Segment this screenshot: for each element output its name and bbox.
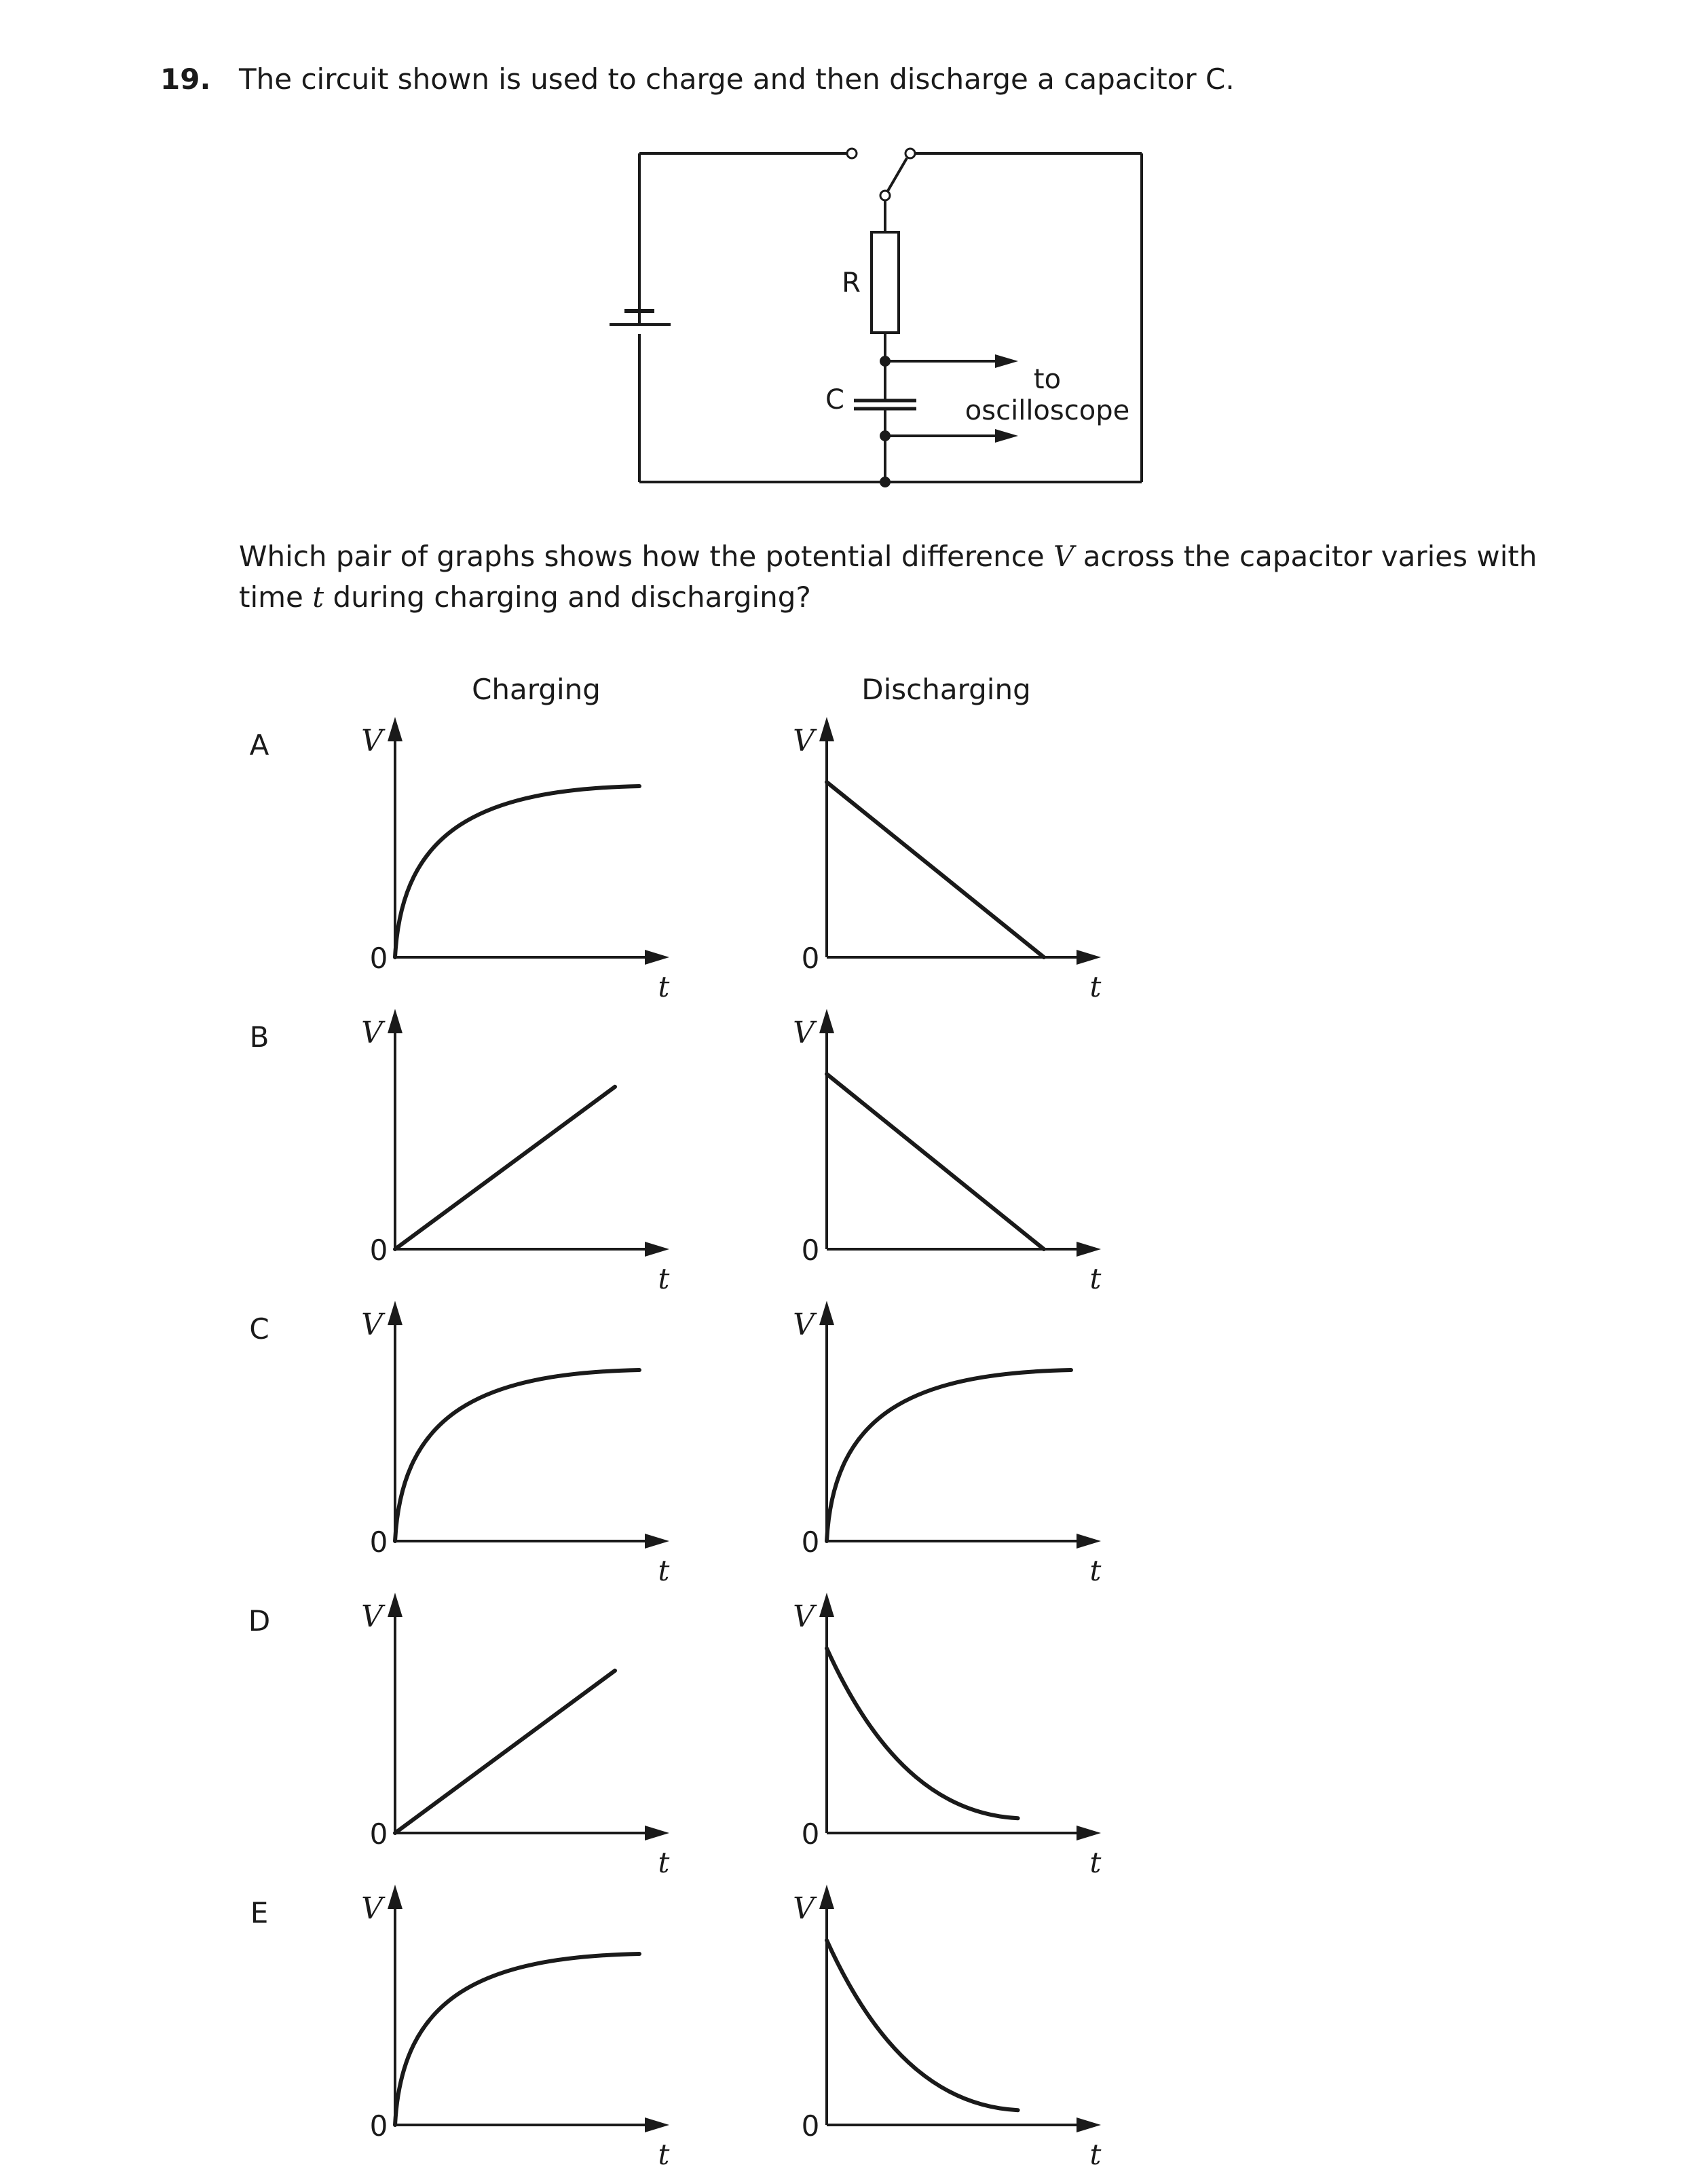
option-a-charging-y-arrow — [388, 717, 403, 741]
option-c-charging-x-label: t — [658, 1554, 670, 1587]
option-c-discharging-y-arrow — [819, 1301, 834, 1325]
option-c-discharging-x-label: t — [1089, 1554, 1102, 1587]
option-a-charging-curve — [395, 786, 639, 957]
option-a-discharging-y-arrow — [819, 717, 834, 741]
resistor-label: R — [842, 267, 861, 299]
option-b-discharging-curve — [827, 1074, 1044, 1249]
option-b-discharging-x-label: t — [1089, 1262, 1102, 1295]
option-d-charging-curve — [395, 1671, 615, 1833]
option-letter-a: A — [249, 728, 269, 762]
option-letter-d: D — [248, 1604, 271, 1637]
prompt-text-2: across the capacitor varies with time — [239, 540, 1537, 614]
oscilloscope-label-line2: oscilloscope — [965, 395, 1130, 426]
option-letter-c: C — [249, 1312, 269, 1346]
oscilloscope-label-line1: to — [1033, 364, 1062, 395]
option-c-charging-y-label: V — [361, 1308, 383, 1342]
option-e-charging-y-arrow — [388, 1885, 403, 1909]
option-a-discharging-x-label: t — [1089, 970, 1102, 1003]
option-d-discharging-x-label: t — [1089, 1846, 1102, 1879]
option-b-charging-curve — [395, 1087, 615, 1249]
option-d-charging-x-arrow — [645, 1826, 669, 1840]
option-letter-b: B — [249, 1020, 269, 1054]
charging-column-heading: Charging — [472, 673, 601, 706]
option-d-discharging-origin-label: 0 — [801, 1817, 820, 1851]
prompt-var-t: t — [312, 580, 324, 614]
option-a-discharging-y-label: V — [793, 724, 815, 758]
option-a-charging-x-label: t — [658, 970, 670, 1003]
option-d-charging-y-arrow — [388, 1593, 403, 1617]
option-e-discharging-y-label: V — [793, 1891, 815, 1926]
question-text: The circuit shown is used to charge and then discharge a capacitor C. — [239, 62, 1235, 96]
option-e-discharging-x-arrow — [1077, 2117, 1101, 2132]
option-e-charging-curve — [395, 1954, 639, 2125]
question-number: 19. — [160, 62, 211, 96]
option-d-discharging-curve — [827, 1648, 1018, 1818]
option-d-discharging-y-label: V — [793, 1599, 815, 1634]
option-d-discharging-x-arrow — [1077, 1826, 1101, 1840]
option-letter-e: E — [250, 1896, 269, 1929]
option-b-charging-y-arrow — [388, 1009, 403, 1033]
option-a-discharging-origin-label: 0 — [801, 942, 820, 975]
option-c-discharging-y-label: V — [793, 1308, 815, 1342]
option-c-discharging-x-arrow — [1077, 1534, 1101, 1549]
option-e-discharging-y-arrow — [819, 1885, 834, 1909]
prompt-text-1: Which pair of graphs shows how the potential difference — [239, 540, 1054, 573]
option-e-charging-origin-label: 0 — [369, 2109, 388, 2143]
option-b-charging-x-arrow — [645, 1242, 669, 1257]
option-c-charging-origin-label: 0 — [369, 1525, 388, 1559]
option-a-charging-x-arrow — [645, 950, 669, 965]
discharging-column-heading: Discharging — [861, 673, 1031, 706]
option-b-discharging-y-arrow — [819, 1009, 834, 1033]
prompt-var-v: V — [1053, 540, 1074, 573]
option-b-discharging-x-arrow — [1077, 1242, 1101, 1257]
option-a-charging-origin-label: 0 — [369, 942, 388, 975]
option-e-discharging-x-label: t — [1089, 2138, 1102, 2171]
option-e-charging-y-label: V — [361, 1891, 383, 1926]
option-b-discharging-y-label: V — [793, 1016, 815, 1050]
option-e-discharging-origin-label: 0 — [801, 2109, 820, 2143]
option-b-discharging-origin-label: 0 — [801, 1234, 820, 1267]
option-c-discharging-origin-label: 0 — [801, 1525, 820, 1559]
capacitor-label: C — [825, 384, 844, 415]
prompt-text-3: during charging and discharging? — [324, 580, 811, 614]
option-b-charging-y-label: V — [361, 1016, 383, 1050]
option-b-charging-x-label: t — [658, 1262, 670, 1295]
option-a-charging-y-label: V — [361, 724, 383, 758]
option-c-charging-curve — [395, 1370, 639, 1541]
option-c-discharging-curve — [827, 1370, 1071, 1541]
option-c-charging-y-arrow — [388, 1301, 403, 1325]
option-b-charging-origin-label: 0 — [369, 1234, 388, 1267]
option-e-charging-x-label: t — [658, 2138, 670, 2171]
option-d-discharging-y-arrow — [819, 1593, 834, 1617]
option-c-charging-x-arrow — [645, 1534, 669, 1549]
option-a-discharging-curve — [827, 782, 1044, 957]
option-d-charging-x-label: t — [658, 1846, 670, 1879]
option-e-discharging-curve — [827, 1940, 1018, 2110]
option-e-charging-x-arrow — [645, 2117, 669, 2132]
option-d-charging-origin-label: 0 — [369, 1817, 388, 1851]
option-d-charging-y-label: V — [361, 1599, 383, 1634]
option-a-discharging-x-arrow — [1077, 950, 1101, 965]
